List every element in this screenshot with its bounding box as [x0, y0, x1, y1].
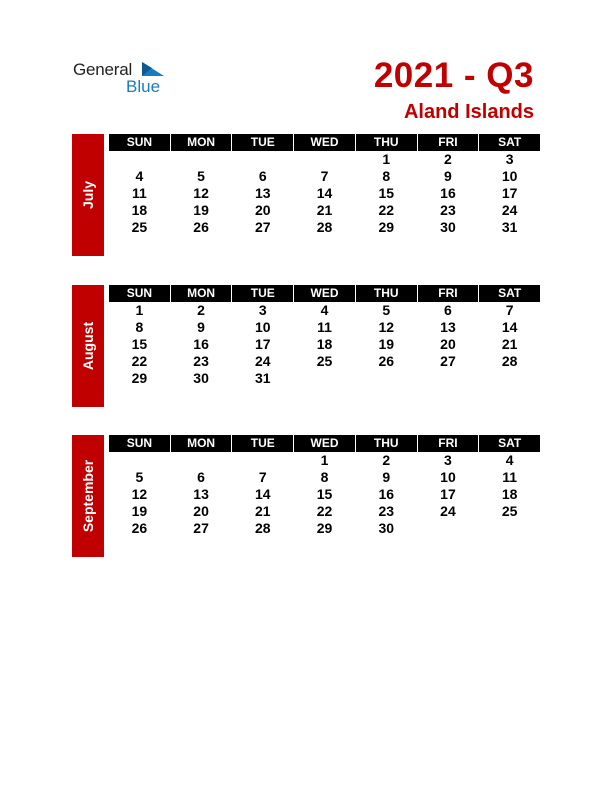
month-label — [72, 134, 104, 256]
day-cell: 18 — [131, 202, 148, 218]
day-cell: 31 — [501, 219, 518, 235]
day-cell: 24 — [440, 503, 456, 519]
day-cell: 25 — [501, 503, 518, 519]
day-cell: 19 — [193, 202, 209, 218]
day-cell: 20 — [193, 503, 209, 519]
weekday-header: MON — [171, 435, 232, 452]
day-cell: 11 — [317, 319, 332, 335]
day-cell: 27 — [440, 353, 456, 369]
weekday-header: WED — [294, 435, 355, 452]
day-cell — [232, 452, 293, 469]
day-cell: 4 — [135, 168, 144, 184]
calendar-grid — [109, 134, 540, 236]
day-cell: 25 — [316, 353, 333, 369]
weekday-header: WED — [294, 134, 355, 151]
weekday-header: SAT — [479, 435, 540, 452]
week-row — [109, 336, 540, 353]
day-cell: 12 — [131, 486, 148, 502]
day-cell: 20 — [255, 202, 271, 218]
day-cell: 5 — [382, 302, 391, 318]
day-cell: 16 — [193, 336, 209, 352]
day-cell: 14 — [501, 319, 518, 335]
day-cell: 29 — [131, 370, 148, 386]
weekday-header: FRI — [418, 134, 479, 151]
day-cell: 5 — [197, 168, 205, 184]
weekday-header: TUE — [232, 134, 293, 151]
month-block-july — [72, 134, 540, 256]
weekday-header: MON — [171, 134, 232, 151]
month-name: August — [80, 321, 96, 371]
day-cell: 9 — [197, 319, 205, 335]
month-name: September — [80, 459, 96, 533]
week-row — [109, 353, 540, 370]
weekday-header: SAT — [479, 285, 540, 302]
page-title: 2021 - Q3 — [373, 56, 534, 95]
day-cell: 29 — [378, 219, 395, 235]
day-cell: 23 — [193, 353, 209, 369]
day-cell: 8 — [320, 469, 329, 485]
day-cell: 18 — [316, 336, 333, 352]
week-row — [109, 486, 540, 503]
week-row — [109, 520, 540, 537]
weekday-header: TUE — [232, 285, 293, 302]
day-cell: 3 — [258, 302, 267, 318]
day-cell — [418, 370, 479, 387]
month-name: July — [80, 180, 96, 210]
day-cell: 11 — [502, 469, 518, 485]
day-cell: 24 — [255, 353, 271, 369]
week-row — [109, 370, 540, 387]
weekday-header-row — [109, 134, 540, 151]
week-row — [109, 452, 540, 469]
month-block-august — [72, 285, 540, 407]
weekday-header: SUN — [109, 435, 170, 452]
week-row — [109, 185, 540, 202]
day-cell — [479, 520, 540, 537]
week-row — [109, 219, 540, 236]
blue-triangle-flag-icon — [142, 62, 164, 76]
day-cell: 28 — [501, 353, 518, 369]
day-cell: 29 — [316, 520, 333, 536]
weekday-header: SUN — [109, 285, 170, 302]
day-cell: 26 — [193, 219, 209, 235]
weekday-header: SUN — [109, 134, 170, 151]
day-cell: 20 — [440, 336, 456, 352]
day-cell: 15 — [378, 185, 395, 201]
day-cell — [294, 151, 355, 168]
weekday-header: WED — [294, 285, 355, 302]
logo-text-general: General — [73, 60, 133, 79]
day-cell: 15 — [131, 336, 148, 352]
weekday-header: MON — [171, 285, 232, 302]
day-cell: 7 — [320, 168, 329, 184]
day-cell: 4 — [505, 452, 514, 468]
day-cell: 27 — [255, 219, 271, 235]
day-cell: 30 — [440, 219, 456, 235]
day-cell: 6 — [444, 302, 452, 318]
calendar-grid — [109, 285, 540, 387]
day-cell: 28 — [316, 219, 333, 235]
day-cell: 16 — [378, 486, 395, 502]
day-cell: 8 — [382, 168, 391, 184]
day-cell: 7 — [258, 469, 267, 485]
day-cell: 6 — [258, 168, 267, 184]
day-cell: 21 — [255, 503, 271, 519]
day-cell: 24 — [501, 202, 518, 218]
day-cell: 3 — [444, 452, 452, 468]
day-cell — [171, 452, 232, 469]
weekday-header: THU — [356, 134, 417, 151]
day-cell — [418, 520, 479, 537]
week-row — [109, 469, 540, 486]
weekday-header: FRI — [418, 435, 479, 452]
day-cell: 21 — [501, 336, 518, 352]
day-cell: 26 — [378, 353, 395, 369]
day-cell: 14 — [255, 486, 271, 502]
day-cell — [294, 370, 355, 387]
day-cell: 14 — [316, 185, 333, 201]
day-cell: 19 — [131, 503, 148, 519]
day-cell: 3 — [505, 151, 514, 167]
day-cell: 4 — [320, 302, 329, 318]
day-cell: 10 — [255, 319, 271, 335]
day-cell: 22 — [378, 202, 395, 218]
day-cell — [356, 370, 417, 387]
month-block-september — [72, 435, 540, 557]
day-cell: 13 — [440, 319, 456, 335]
day-cell: 2 — [444, 151, 452, 167]
logo-text-blue: Blue — [126, 77, 161, 96]
region-subtitle: Aland Islands — [403, 101, 534, 123]
week-row — [109, 202, 540, 219]
day-cell: 27 — [193, 520, 209, 536]
day-cell: 22 — [131, 353, 148, 369]
day-cell: 21 — [316, 202, 333, 218]
day-cell — [232, 151, 293, 168]
week-row — [109, 151, 540, 168]
day-cell: 30 — [193, 370, 209, 386]
day-cell: 11 — [131, 185, 147, 201]
day-cell: 7 — [505, 302, 514, 318]
day-cell: 12 — [193, 185, 209, 201]
day-cell: 31 — [255, 370, 271, 386]
day-cell: 8 — [135, 319, 144, 335]
day-cell — [171, 151, 232, 168]
day-cell: 10 — [440, 469, 456, 485]
week-row — [109, 302, 540, 319]
day-cell — [109, 452, 170, 469]
day-cell: 1 — [382, 151, 391, 167]
week-row — [109, 168, 540, 185]
day-cell: 17 — [440, 486, 456, 502]
weekday-header: FRI — [418, 285, 479, 302]
day-cell: 2 — [197, 302, 205, 318]
day-cell: 30 — [378, 520, 395, 536]
day-cell — [479, 370, 540, 387]
weekday-header: THU — [356, 285, 417, 302]
day-cell: 19 — [378, 336, 395, 352]
weekday-header-row — [109, 285, 540, 302]
day-cell: 13 — [193, 486, 209, 502]
day-cell: 18 — [501, 486, 518, 502]
weekday-header: SAT — [479, 134, 540, 151]
day-cell: 12 — [378, 319, 395, 335]
week-row — [109, 503, 540, 520]
weekday-header: TUE — [232, 435, 293, 452]
week-row — [109, 319, 540, 336]
day-cell: 6 — [197, 469, 205, 485]
day-cell: 9 — [382, 469, 391, 485]
day-cell: 22 — [316, 503, 333, 519]
day-cell: 16 — [440, 185, 456, 201]
day-cell: 17 — [255, 336, 271, 352]
day-cell: 13 — [255, 185, 271, 201]
day-cell: 10 — [501, 168, 518, 184]
day-cell: 9 — [444, 168, 452, 184]
weekday-header-row — [109, 435, 540, 452]
calendar-grid — [109, 435, 540, 537]
day-cell: 26 — [131, 520, 148, 536]
day-cell: 1 — [320, 452, 329, 468]
day-cell: 23 — [378, 503, 395, 519]
day-cell: 2 — [382, 452, 391, 468]
day-cell: 1 — [135, 302, 144, 318]
month-label — [72, 285, 104, 407]
day-cell: 23 — [440, 202, 456, 218]
month-label — [72, 435, 104, 557]
day-cell: 5 — [135, 469, 144, 485]
day-cell: 25 — [131, 219, 148, 235]
day-cell: 17 — [501, 185, 518, 201]
day-cell: 15 — [316, 486, 333, 502]
day-cell: 28 — [255, 520, 271, 536]
weekday-header: THU — [356, 435, 417, 452]
logo — [73, 60, 173, 96]
day-cell — [109, 151, 170, 168]
